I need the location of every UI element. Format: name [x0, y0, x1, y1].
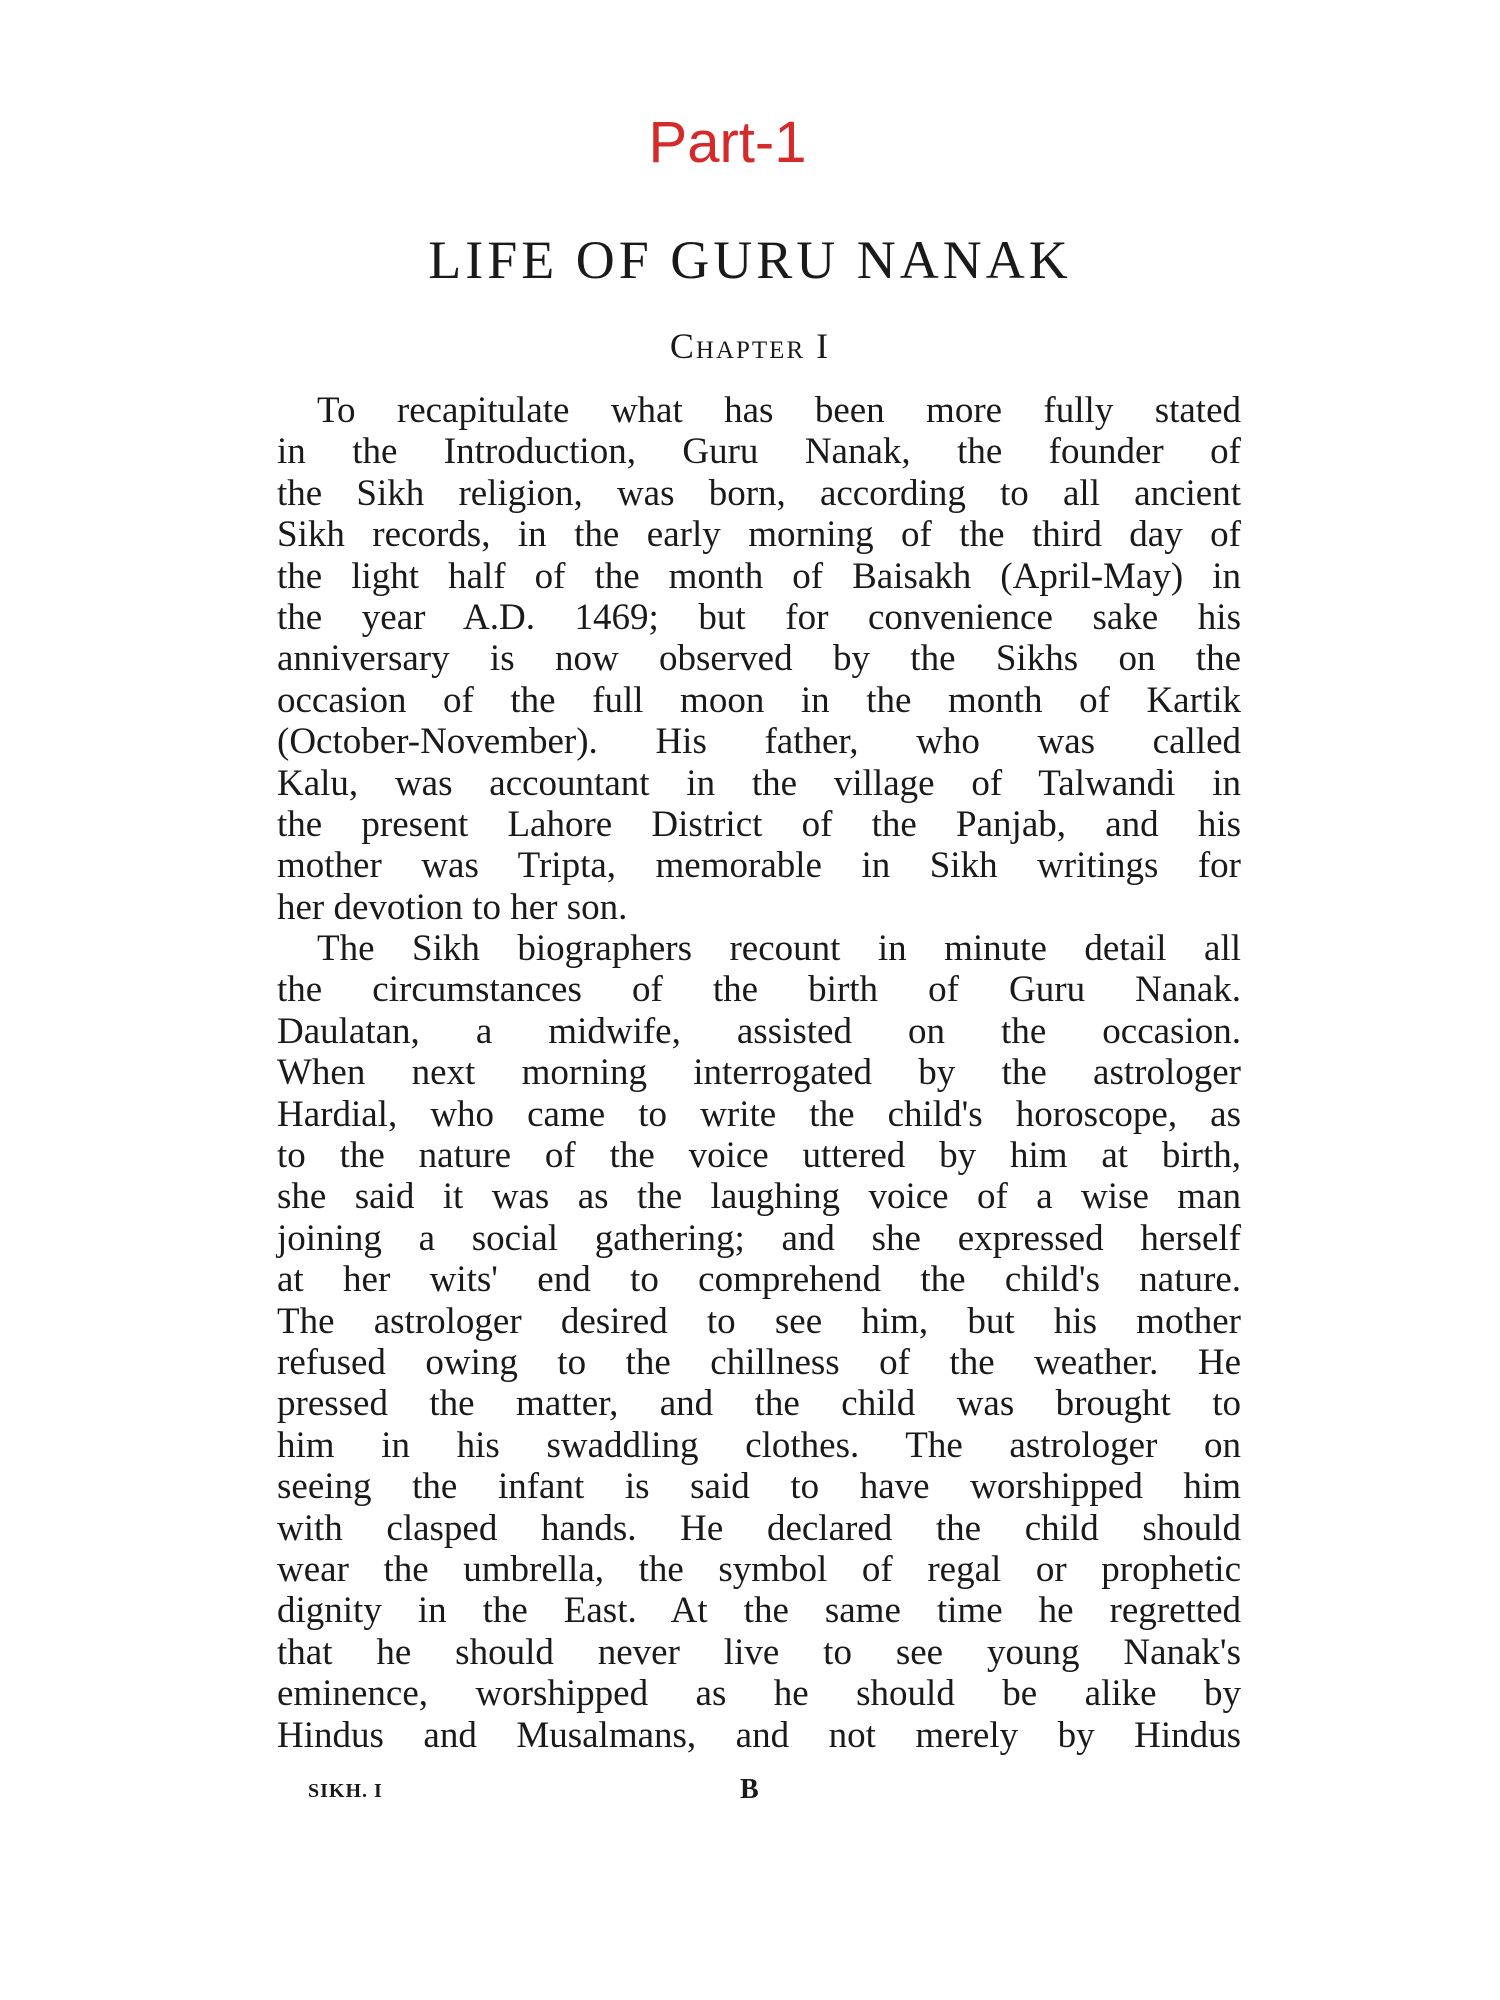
text-line: the Sikh religion, was born, according to all ancient	[277, 472, 1241, 514]
text-line: (October-November). His father, who was called	[277, 721, 1241, 763]
chapter-heading: Chapter I	[669, 326, 831, 366]
text-line: dignity in the East. At the same time he regretted	[277, 1590, 1241, 1632]
text-line: him in his swaddling clothes. The astrologer on	[277, 1424, 1241, 1466]
text-line: the light half of the month of Baisakh (April-May) in	[277, 555, 1241, 597]
gathering-mark: B	[740, 1774, 759, 1805]
text-line: in the Introduction, Guru Nanak, the founder of	[277, 431, 1241, 473]
text-line: the present Lahore District of the Panjab, and his	[277, 803, 1241, 845]
text-line: seeing the infant is said to have worshipped him	[277, 1466, 1241, 1508]
text-line: The Sikh biographers recount in minute detail all	[317, 928, 1241, 970]
text-line: wear the umbrella, the symbol of regal or prophetic	[277, 1548, 1241, 1590]
text-line: she said it was as the laughing voice of a wise man	[277, 1176, 1241, 1218]
text-line: Daulatan, a midwife, assisted on the occasion.	[277, 1010, 1241, 1052]
text-line: When next morning interrogated by the astrologer	[277, 1052, 1241, 1094]
text-line: occasion of the full moon in the month of Kartik	[277, 679, 1241, 721]
page-footer	[300, 1774, 1200, 1814]
text-line: joining a social gathering; and she expressed herself	[277, 1217, 1241, 1259]
text-line: Sikh records, in the early morning of the third day of	[277, 514, 1241, 556]
text-line: anniversary is now observed by the Sikhs on the	[277, 638, 1241, 680]
text-line: Kalu, was accountant in the village of Talwandi in	[277, 762, 1241, 804]
text-line: pressed the matter, and the child was brought to	[277, 1383, 1241, 1425]
text-line: that he should never live to see young Nanak's	[277, 1631, 1241, 1673]
text-line: to the nature of the voice uttered by him at birth,	[277, 1135, 1241, 1177]
text-line: with clasped hands. He declared the child should	[277, 1507, 1241, 1549]
text-line: at her wits' end to comprehend the child's nature.	[277, 1259, 1241, 1301]
text-line: The astrologer desired to see him, but his mother	[277, 1300, 1241, 1342]
text-line: her devotion to her son.	[277, 886, 628, 928]
body-text	[277, 390, 1241, 1756]
text-line: eminence, worshipped as he should be alike by	[277, 1673, 1241, 1715]
text-line: mother was Tripta, memorable in Sikh writings for	[277, 845, 1241, 887]
printer-signature: SIKH. I	[308, 1780, 383, 1802]
text-line: Hardial, who came to write the child's horoscope, as	[277, 1093, 1241, 1135]
text-line: To recapitulate what has been more fully stated	[317, 390, 1241, 431]
text-line: the year A.D. 1469; but for convenience sake his	[277, 596, 1241, 638]
text-line: Hindus and Musalmans, and not merely by Hindus	[277, 1714, 1241, 1756]
book-title: LIFE OF GURU NANAK	[428, 230, 1072, 290]
text-line: the circumstances of the birth of Guru Nanak.	[277, 969, 1241, 1011]
text-line: refused owing to the chillness of the weather. He	[277, 1341, 1241, 1383]
part-label: Part-1	[648, 110, 807, 175]
